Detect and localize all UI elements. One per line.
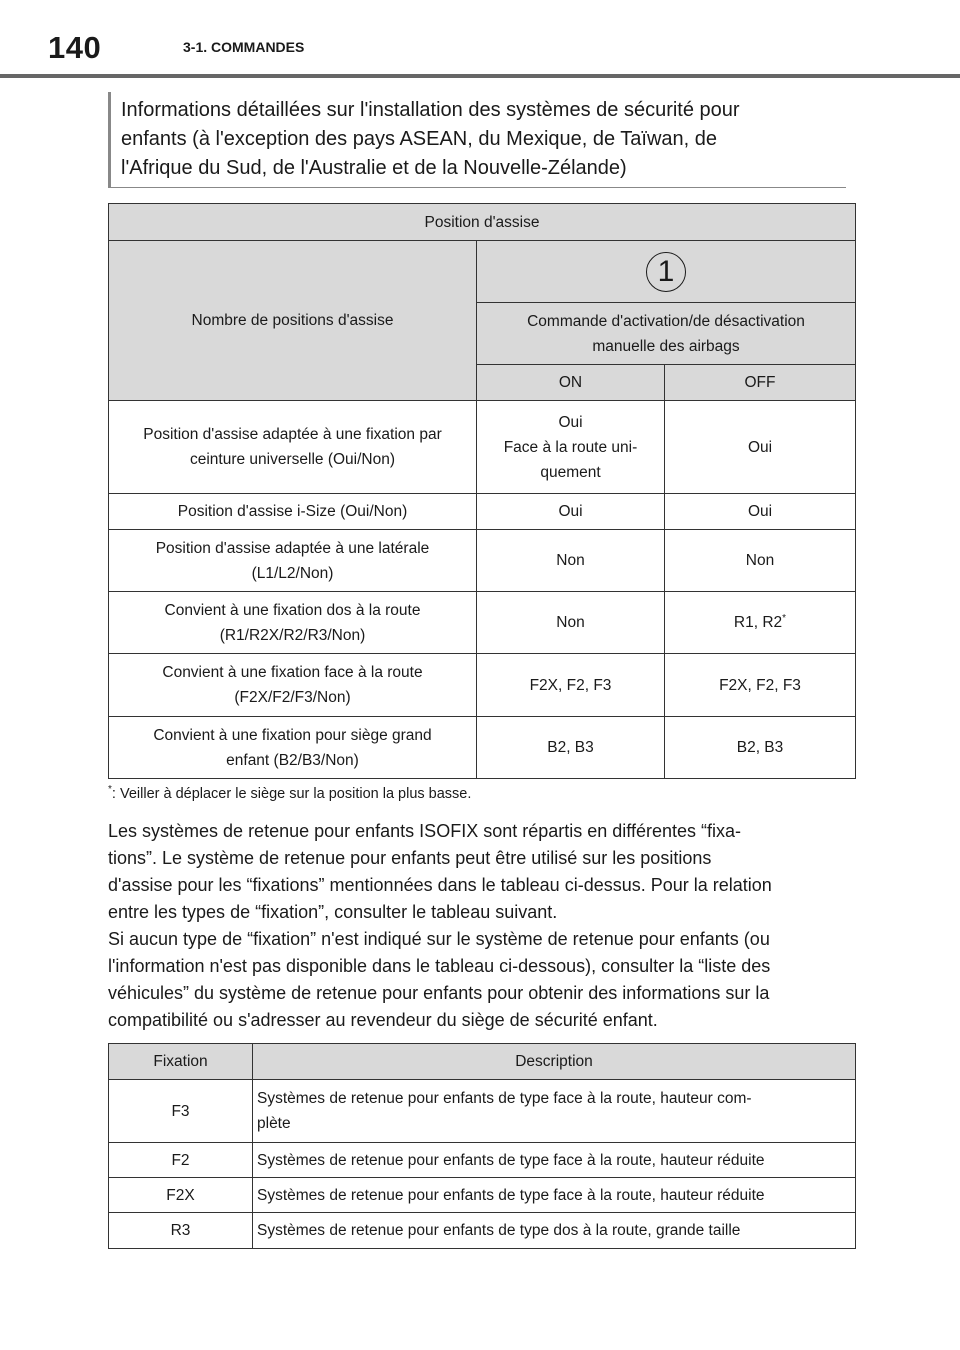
- on-value: F2X, F2, F3: [477, 654, 665, 717]
- seat-position-table: [108, 203, 856, 779]
- on-value: Non: [477, 530, 665, 592]
- on-column-header: ON: [477, 365, 665, 401]
- row-label-line: (R1/R2X/R2/R3/Non): [219, 626, 366, 644]
- row-label: [109, 717, 477, 779]
- airbag-control-line: Commande d'activation/de désactivation: [527, 312, 805, 330]
- info-heading-line: l'Afrique du Sud, de l'Australie et de la Nouvelle-Zélande): [121, 157, 627, 179]
- body-paragraph: [108, 818, 848, 1034]
- body-line: Si aucun type de “fixation” n'est indiqué sur le système de retenue pour enfants (ou: [108, 929, 770, 949]
- row-label-line: ceinture universelle (Oui/Non): [189, 451, 396, 468]
- row-label-line: Position d'assise adaptée à une fixation par: [143, 426, 442, 443]
- off-value: Non: [665, 530, 856, 592]
- section-title: 3-1. COMMANDES: [183, 39, 305, 55]
- off-value-text: R1, R2: [733, 614, 783, 631]
- table-row: [109, 494, 856, 530]
- seat-count-header: Nombre de positions d'assise: [109, 241, 477, 401]
- row-label: [109, 592, 477, 654]
- info-heading-line: Informations détaillées sur l'installation des systèmes de sécurité pour: [121, 99, 740, 121]
- body-line: véhicules” du système de retenue pour enfants pour obtenir des informations sur la: [108, 983, 770, 1003]
- row-label: [109, 494, 477, 530]
- row-label: [109, 401, 477, 494]
- on-value-line: Oui: [558, 413, 583, 431]
- on-value-line: quement: [540, 463, 601, 481]
- airbag-control-line: manuelle des airbags: [592, 337, 740, 355]
- table-footnote: [108, 786, 471, 802]
- row-label-line: (L1/L2/Non): [251, 564, 334, 582]
- row-label-line: Convient à une fixation face à la route: [162, 664, 423, 681]
- fixation-code: F2: [109, 1143, 253, 1178]
- row-label-line: Position d'assise adaptée à une latérale: [155, 539, 430, 557]
- off-value: [665, 592, 856, 654]
- row-label-line: enfant (B2/B3/Non): [226, 751, 359, 769]
- page-number: 140: [48, 30, 102, 65]
- body-line: compatibilité ou s'adresser au revendeur du siège de sécurité enfant.: [108, 1010, 658, 1030]
- off-value: Oui: [665, 401, 856, 494]
- row-label-line: Convient à une fixation pour siège grand: [153, 726, 432, 744]
- row-label: [109, 530, 477, 592]
- body-line: entre les types de “fixation”, consulter le tableau suivant.: [108, 902, 558, 922]
- header-divider: [0, 74, 960, 78]
- on-value: Non: [477, 592, 665, 654]
- body-line: Les systèmes de retenue pour enfants ISOFIX sont répartis en différentes “fixa-: [108, 821, 741, 841]
- seat-table-title: Position d'assise: [109, 204, 856, 241]
- off-value: B2, B3: [665, 717, 856, 779]
- row-label: [109, 654, 477, 717]
- fixation-code: F3: [109, 1080, 253, 1143]
- table-row: [109, 1178, 856, 1213]
- footnote-marker: *: [108, 784, 112, 796]
- row-label-line: (F2X/F2/F3/Non): [234, 689, 351, 706]
- body-line: l'information n'est pas disponible dans le tableau ci-dessous), consulter la “liste des: [108, 956, 771, 976]
- row-label-line: Convient à une fixation dos à la route: [164, 601, 421, 619]
- on-value: B2, B3: [477, 717, 665, 779]
- table-row: [109, 401, 856, 494]
- row-label-line: Position d'assise i-Size (Oui/Non): [177, 503, 408, 520]
- table-row: [109, 530, 856, 592]
- on-value: Oui: [477, 494, 665, 530]
- footnote-marker: *: [782, 612, 787, 624]
- fixation-column-header: Fixation: [109, 1044, 253, 1080]
- fixation-table: [108, 1043, 856, 1249]
- fixation-description: [253, 1080, 856, 1143]
- fixation-code: F2X: [109, 1178, 253, 1213]
- page-header: [0, 0, 960, 80]
- body-line: d'assise pour les “fixations” mentionnées dans le tableau ci-dessus. Pour la relation: [108, 875, 772, 895]
- on-value: [477, 401, 665, 494]
- on-value-line: Face à la route uni-: [503, 438, 638, 456]
- description-column-header: Description: [253, 1044, 856, 1080]
- table-row: [109, 1080, 856, 1143]
- description-line: plète: [257, 1115, 291, 1132]
- table-row: [109, 717, 856, 779]
- info-heading-box: [108, 92, 846, 188]
- fixation-code: R3: [109, 1213, 253, 1249]
- position-1-icon: 1: [646, 252, 686, 292]
- table-row: [109, 1213, 856, 1249]
- footnote-text: : Veiller à déplacer le siège sur la position la plus basse.: [111, 786, 472, 802]
- table-row: [109, 1143, 856, 1178]
- off-value: Oui: [665, 494, 856, 530]
- off-column-header: OFF: [665, 365, 856, 401]
- table-row: [109, 592, 856, 654]
- fixation-description: Systèmes de retenue pour enfants de type face à la route, hauteur réduite: [253, 1143, 856, 1178]
- off-value: F2X, F2, F3: [665, 654, 856, 717]
- airbag-control-header: [477, 303, 856, 365]
- fixation-description: Systèmes de retenue pour enfants de type dos à la route, grande taille: [253, 1213, 856, 1249]
- seat-position-number-cell: [477, 241, 856, 303]
- info-heading-line: enfants (à l'exception des pays ASEAN, du Mexique, de Taïwan, de: [121, 128, 718, 150]
- fixation-description: Systèmes de retenue pour enfants de type face à la route, hauteur réduite: [253, 1178, 856, 1213]
- body-line: tions”. Le système de retenue pour enfants peut être utilisé sur les positions: [108, 848, 712, 868]
- table-row: [109, 654, 856, 717]
- description-line: Systèmes de retenue pour enfants de type face à la route, hauteur com-: [257, 1090, 752, 1107]
